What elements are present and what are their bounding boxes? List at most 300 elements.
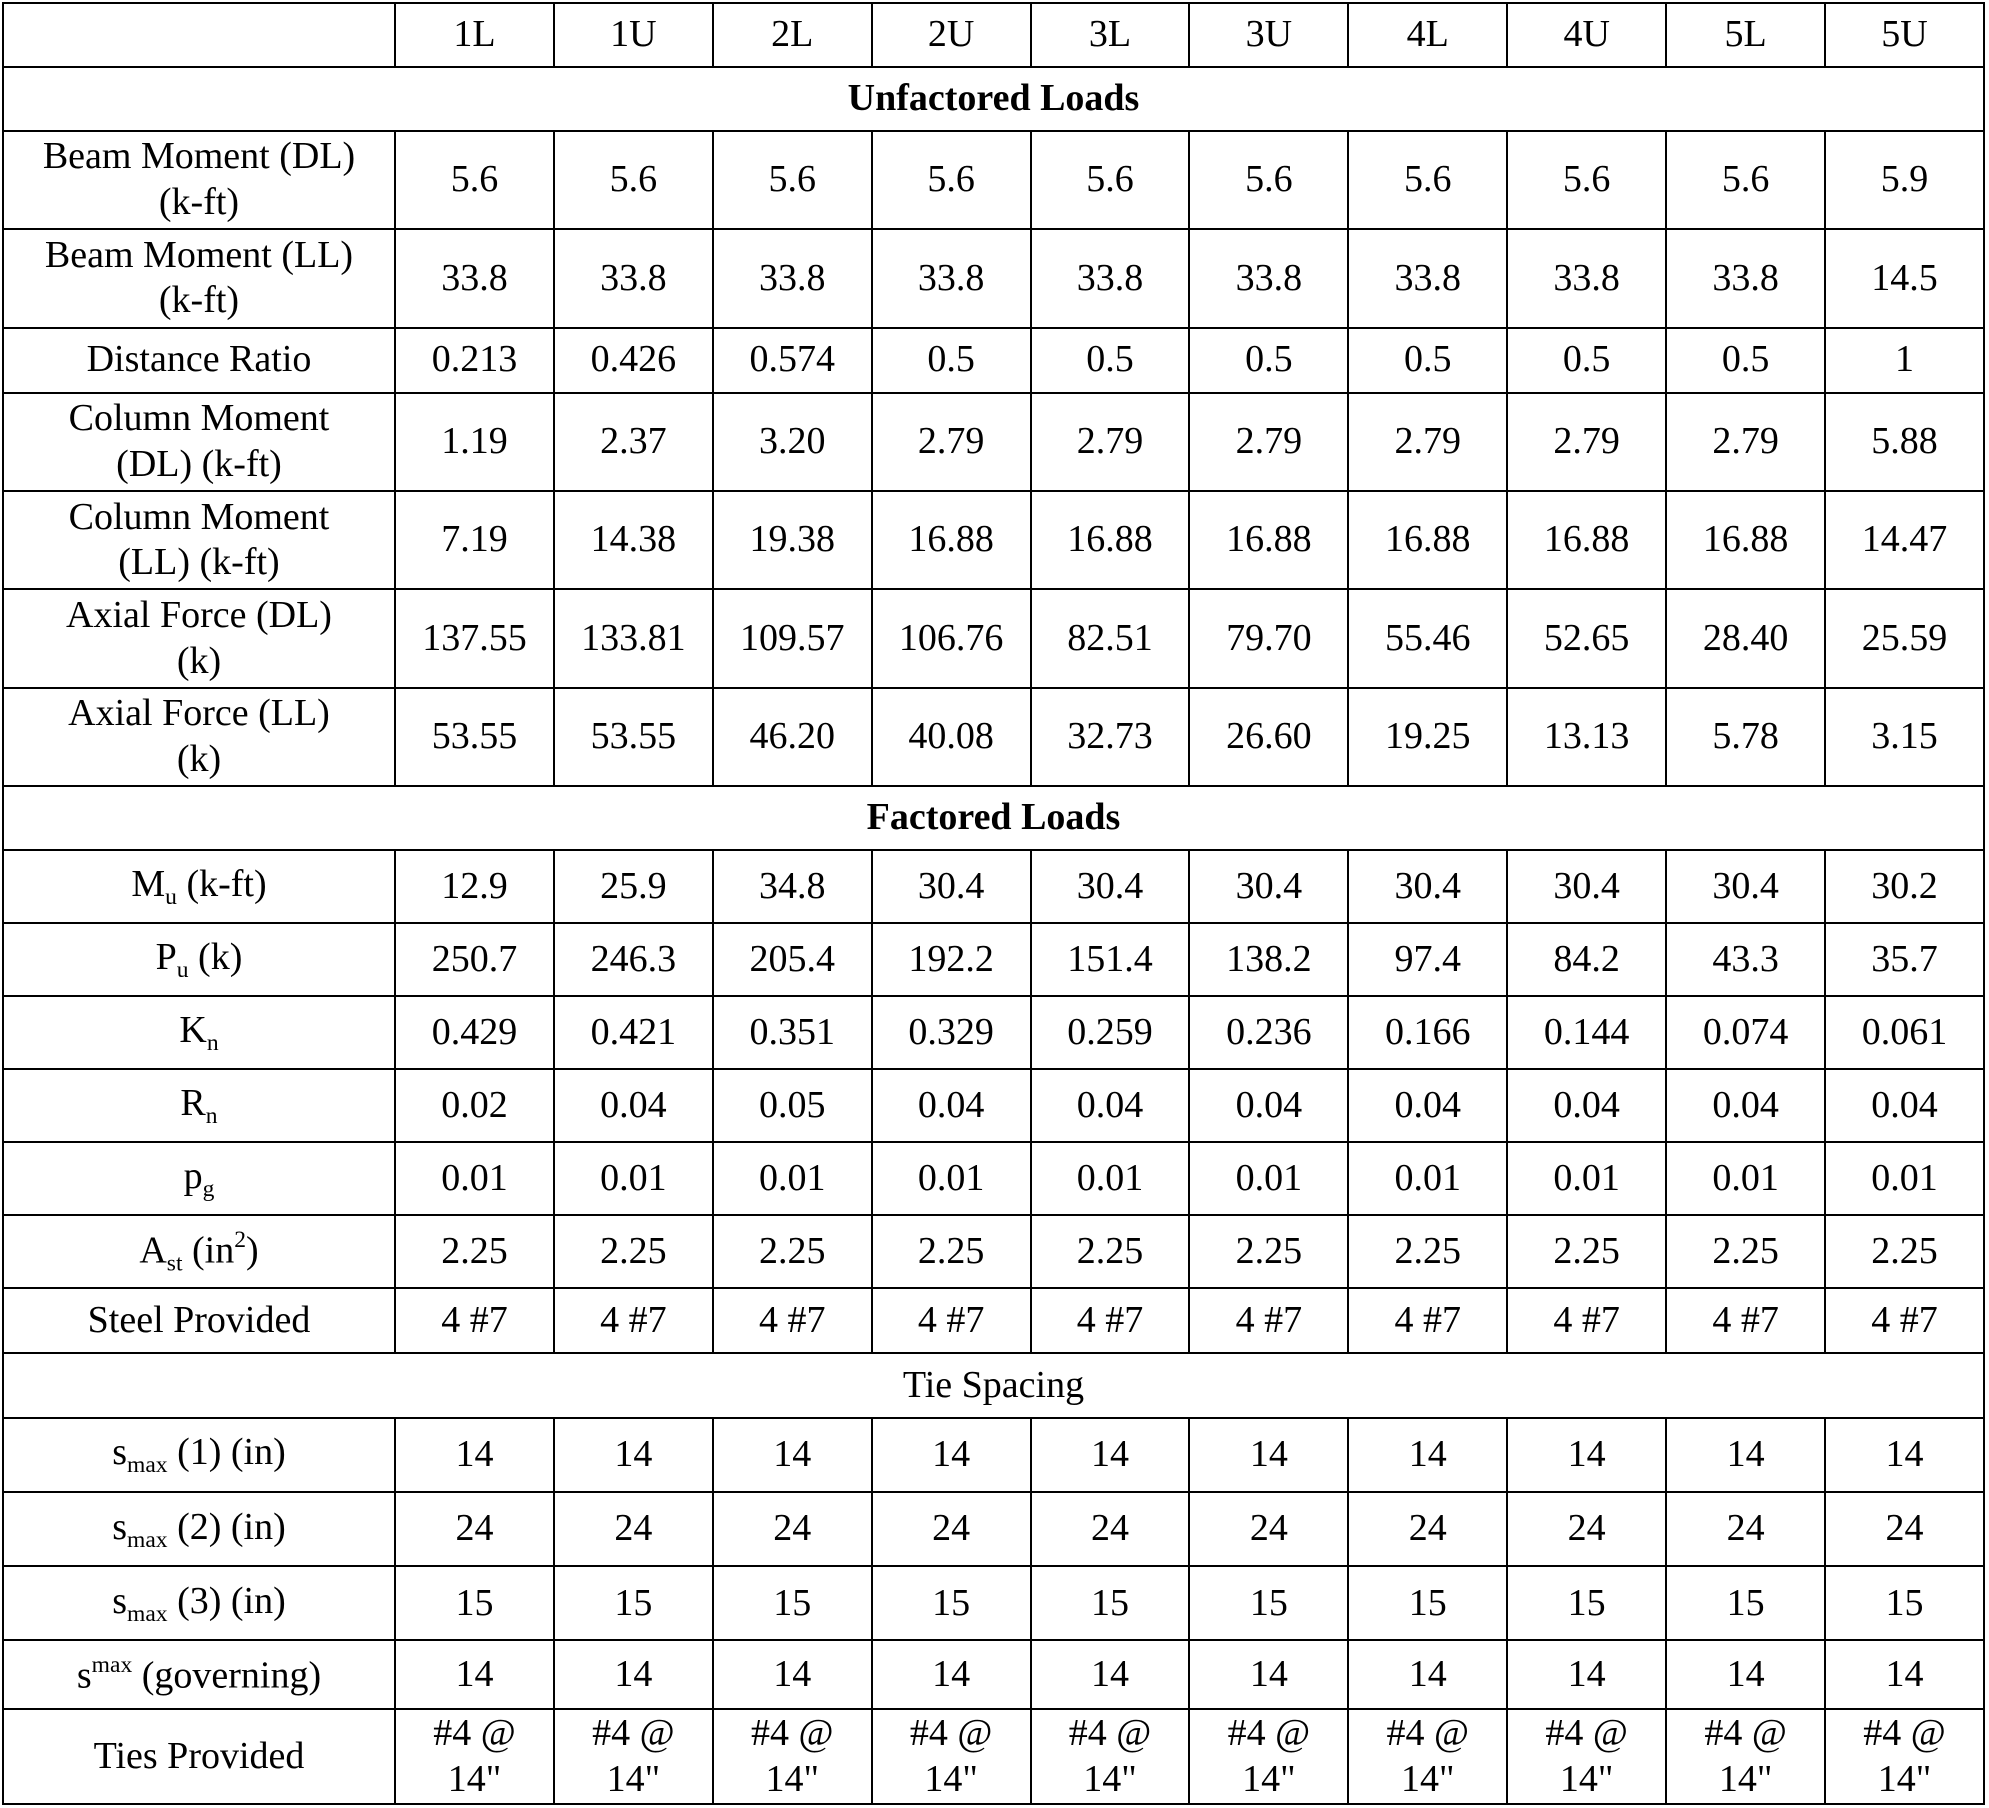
- table-cell: 4 #7: [1189, 1288, 1348, 1353]
- table-cell: 15: [554, 1566, 713, 1640]
- table-row: [3, 1142, 1984, 1215]
- row-label: [3, 328, 395, 393]
- tie-line2: 14": [1559, 1757, 1614, 1800]
- table-cell: 15: [1348, 1566, 1507, 1640]
- row-label: [3, 1566, 395, 1640]
- table-cell: [1031, 1709, 1190, 1804]
- row-label-line1: Beam Moment (LL): [44, 233, 354, 276]
- table-cell: 28.40: [1666, 589, 1825, 687]
- table-cell: 4 #7: [1507, 1288, 1666, 1353]
- table-cell: 14: [395, 1418, 554, 1492]
- table-cell: 16.88: [1189, 491, 1348, 589]
- table-cell: 109.57: [713, 589, 872, 687]
- table-cell: 53.55: [554, 688, 713, 786]
- table-cell: 84.2: [1507, 923, 1666, 996]
- label-units: ): [246, 1229, 259, 1272]
- table-cell: 0.01: [1031, 1142, 1190, 1215]
- tie-line2: 14": [1242, 1757, 1296, 1800]
- row-label-line1: Axial Force (DL): [66, 593, 332, 636]
- table-cell: 0.04: [1666, 1069, 1825, 1142]
- table-cell: 15: [395, 1566, 554, 1640]
- table-cell: 24: [1189, 1492, 1348, 1566]
- table-cell: 2.79: [1507, 393, 1666, 491]
- table-cell: 14.47: [1825, 491, 1984, 589]
- table-cell: 138.2: [1189, 923, 1348, 996]
- column-header: 4U: [1507, 3, 1666, 67]
- label-subscript: g: [202, 1176, 215, 1203]
- label-subscript: max: [127, 1526, 168, 1553]
- table-row: [3, 996, 1984, 1069]
- table-row: [3, 328, 1984, 393]
- table-cell: 0.259: [1031, 996, 1190, 1069]
- table-cell: 250.7: [395, 923, 554, 996]
- table-cell: 14: [872, 1418, 1031, 1492]
- table-cell: 0.04: [1031, 1069, 1190, 1142]
- label-subscript: n: [205, 1103, 218, 1130]
- table-cell: 34.8: [713, 850, 872, 923]
- table-cell: 16.88: [872, 491, 1031, 589]
- table-cell: 5.6: [713, 131, 872, 229]
- row-label: [3, 850, 395, 923]
- table-cell: 30.4: [872, 850, 1031, 923]
- table-cell: 15: [1189, 1566, 1348, 1640]
- table-cell: 30.4: [1507, 850, 1666, 923]
- table-cell: 40.08: [872, 688, 1031, 786]
- table-cell: 0.04: [1348, 1069, 1507, 1142]
- column-header: 5L: [1666, 3, 1825, 67]
- row-label-line1: Column Moment: [68, 397, 330, 440]
- tie-line2: 14": [1401, 1757, 1455, 1800]
- table-cell: 33.8: [1666, 229, 1825, 327]
- table-cell: 0.01: [554, 1142, 713, 1215]
- table-row: [3, 850, 1984, 923]
- table-cell: 15: [1666, 1566, 1825, 1640]
- row-label: [3, 229, 395, 327]
- table-cell: 0.061: [1825, 996, 1984, 1069]
- column-header: 4L: [1348, 3, 1507, 67]
- column-header: 2L: [713, 3, 872, 67]
- label-symbol: R: [180, 1081, 206, 1124]
- section-title: Factored Loads: [3, 786, 1984, 850]
- table-cell: 43.3: [1666, 923, 1825, 996]
- table-cell: [713, 1709, 872, 1804]
- table-cell: 2.79: [1666, 393, 1825, 491]
- label-units: (in: [182, 1229, 235, 1272]
- table-cell: 14: [1666, 1640, 1825, 1709]
- column-header: 1L: [395, 3, 554, 67]
- table-cell: 14: [395, 1640, 554, 1709]
- label-symbol: K: [179, 1008, 207, 1051]
- corner-cell: [3, 3, 395, 67]
- tie-line2: 14": [765, 1757, 819, 1800]
- table-cell: 2.79: [1189, 393, 1348, 491]
- row-label: [3, 1215, 395, 1288]
- tie-line2: 14": [1718, 1757, 1773, 1800]
- table-cell: 24: [1031, 1492, 1190, 1566]
- table-cell: 14: [1825, 1418, 1984, 1492]
- table-cell: 2.79: [1348, 393, 1507, 491]
- table-cell: 33.8: [872, 229, 1031, 327]
- table-cell: 14: [1348, 1418, 1507, 1492]
- label-units: (3) (in): [167, 1579, 286, 1622]
- table-cell: 0.236: [1189, 996, 1348, 1069]
- tie-line2: 14": [924, 1757, 978, 1800]
- label-symbol: s: [112, 1579, 128, 1622]
- table-cell: 0.5: [1031, 328, 1190, 393]
- table-cell: 33.8: [1031, 229, 1190, 327]
- table-cell: 151.4: [1031, 923, 1190, 996]
- table-cell: 4 #7: [872, 1288, 1031, 1353]
- section-title: Unfactored Loads: [3, 67, 1984, 131]
- table-cell: [872, 1709, 1031, 1804]
- table-cell: 2.25: [1666, 1215, 1825, 1288]
- table-cell: 14: [1189, 1418, 1348, 1492]
- row-label: [3, 393, 395, 491]
- table-cell: 0.5: [1666, 328, 1825, 393]
- table-cell: 2.25: [872, 1215, 1031, 1288]
- table-cell: [554, 1709, 713, 1804]
- row-label: [3, 491, 395, 589]
- table-cell: 14: [1031, 1418, 1190, 1492]
- table-cell: 0.01: [872, 1142, 1031, 1215]
- table-cell: 24: [395, 1492, 554, 1566]
- table-cell: 2.25: [1825, 1215, 1984, 1288]
- table-cell: 4 #7: [554, 1288, 713, 1353]
- table-cell: 33.8: [1507, 229, 1666, 327]
- label-superscript: 2: [234, 1226, 246, 1253]
- tie-line2: 14": [447, 1757, 502, 1800]
- label-units: (1) (in): [167, 1431, 286, 1474]
- header-row: [3, 3, 1984, 67]
- table-cell: 14: [554, 1640, 713, 1709]
- table-cell: 5.6: [1031, 131, 1190, 229]
- tie-line1: #4 @: [592, 1712, 675, 1755]
- tie-line1: #4 @: [909, 1712, 993, 1755]
- table-row: [3, 688, 1984, 786]
- table-cell: 106.76: [872, 589, 1031, 687]
- table-cell: 4 #7: [395, 1288, 554, 1353]
- table-cell: 0.01: [1189, 1142, 1348, 1215]
- tie-line2: 14": [1083, 1757, 1137, 1800]
- table-cell: 33.8: [554, 229, 713, 327]
- tie-line1: #4 @: [1863, 1712, 1946, 1755]
- row-label: [3, 1640, 395, 1709]
- table-cell: 133.81: [554, 589, 713, 687]
- table-cell: 0.329: [872, 996, 1031, 1069]
- label-subscript: max: [127, 1452, 168, 1479]
- table-cell: 0.01: [1666, 1142, 1825, 1215]
- table-cell: 5.6: [1348, 131, 1507, 229]
- row-label: [3, 1069, 395, 1142]
- row-label: [3, 1418, 395, 1492]
- tie-line1: #4 @: [1068, 1712, 1152, 1755]
- row-label-line1: Beam Moment (DL): [42, 135, 356, 178]
- table-cell: 14: [554, 1418, 713, 1492]
- tie-line1: #4 @: [1545, 1712, 1628, 1755]
- section-row: [3, 786, 1984, 850]
- column-header: 5U: [1825, 3, 1984, 67]
- table-cell: 33.8: [395, 229, 554, 327]
- table-row: [3, 1640, 1984, 1709]
- table-cell: 15: [1825, 1566, 1984, 1640]
- table-row: [3, 923, 1984, 996]
- column-header: 3U: [1189, 3, 1348, 67]
- table-row: [3, 1288, 1984, 1353]
- section-title: Tie Spacing: [3, 1353, 1984, 1418]
- table-cell: 2.25: [1348, 1215, 1507, 1288]
- label-units: (governing): [132, 1654, 322, 1697]
- table-cell: 7.19: [395, 491, 554, 589]
- table-cell: 33.8: [713, 229, 872, 327]
- row-label: [3, 589, 395, 687]
- table-cell: 2.79: [872, 393, 1031, 491]
- table-cell: 0.074: [1666, 996, 1825, 1069]
- table-cell: 46.20: [713, 688, 872, 786]
- table-cell: 14: [1666, 1418, 1825, 1492]
- table-cell: 33.8: [1348, 229, 1507, 327]
- table-cell: 4 #7: [1825, 1288, 1984, 1353]
- table-cell: 30.2: [1825, 850, 1984, 923]
- table-cell: 79.70: [1189, 589, 1348, 687]
- table-cell: 1: [1825, 328, 1984, 393]
- label-units: (2) (in): [167, 1505, 286, 1548]
- table-cell: 2.25: [554, 1215, 713, 1288]
- table-cell: 14: [1348, 1640, 1507, 1709]
- table-cell: 2.25: [713, 1215, 872, 1288]
- row-label-line2: (k): [176, 639, 222, 682]
- table-cell: 0.421: [554, 996, 713, 1069]
- row-label-line2: (k): [176, 737, 222, 780]
- table-cell: 16.88: [1348, 491, 1507, 589]
- tie-line1: #4 @: [433, 1712, 516, 1755]
- table-cell: 55.46: [1348, 589, 1507, 687]
- label-superscript: max: [91, 1651, 133, 1678]
- table-cell: 4 #7: [1031, 1288, 1190, 1353]
- table-cell: [1666, 1709, 1825, 1804]
- tie-line1: #4 @: [750, 1712, 834, 1755]
- column-header: 2U: [872, 3, 1031, 67]
- table-cell: 35.7: [1825, 923, 1984, 996]
- table-cell: 205.4: [713, 923, 872, 996]
- row-label: Ties Provided: [3, 1709, 395, 1804]
- label-symbol: s: [76, 1654, 92, 1697]
- tie-line2: 14": [606, 1757, 661, 1800]
- table-row: [3, 1418, 1984, 1492]
- table-cell: 14: [1507, 1418, 1666, 1492]
- table-cell: 24: [1507, 1492, 1666, 1566]
- table-cell: 14: [1507, 1640, 1666, 1709]
- table-cell: 24: [1666, 1492, 1825, 1566]
- table-cell: 0.04: [1189, 1069, 1348, 1142]
- table-cell: 0.01: [1825, 1142, 1984, 1215]
- row-label-line1: Distance Ratio: [86, 338, 312, 381]
- table-cell: 0.01: [1348, 1142, 1507, 1215]
- table-cell: 53.55: [395, 688, 554, 786]
- label-units: (k): [188, 935, 243, 978]
- table-row: [3, 1492, 1984, 1566]
- label-symbol: Steel Provided: [87, 1299, 311, 1342]
- table-cell: 14: [872, 1640, 1031, 1709]
- table-cell: 19.25: [1348, 688, 1507, 786]
- table-cell: 0.01: [713, 1142, 872, 1215]
- label-subscript: st: [166, 1250, 183, 1277]
- table-cell: 0.04: [872, 1069, 1031, 1142]
- label-symbol: p: [183, 1155, 203, 1198]
- table-cell: 192.2: [872, 923, 1031, 996]
- table-cell: 24: [713, 1492, 872, 1566]
- table-cell: 32.73: [1031, 688, 1190, 786]
- tie-line1: #4 @: [1227, 1712, 1311, 1755]
- row-label: [3, 923, 395, 996]
- row-label: [3, 131, 395, 229]
- table-cell: 30.4: [1031, 850, 1190, 923]
- table-cell: 0.5: [1348, 328, 1507, 393]
- column-header: 3L: [1031, 3, 1190, 67]
- table-cell: 0.5: [872, 328, 1031, 393]
- table-cell: 5.6: [395, 131, 554, 229]
- table-cell: 24: [1825, 1492, 1984, 1566]
- table-cell: 0.01: [1507, 1142, 1666, 1215]
- table-cell: 137.55: [395, 589, 554, 687]
- tie-line2: 14": [1877, 1757, 1932, 1800]
- table-cell: 0.144: [1507, 996, 1666, 1069]
- table-cell: 24: [872, 1492, 1031, 1566]
- row-label-line2: (k-ft): [158, 181, 240, 224]
- table-cell: 15: [872, 1566, 1031, 1640]
- row-label: [3, 688, 395, 786]
- label-units: (k-ft): [176, 862, 267, 905]
- table-cell: [1189, 1709, 1348, 1804]
- table-cell: 15: [1507, 1566, 1666, 1640]
- table-cell: 15: [713, 1566, 872, 1640]
- column-header: 1U: [554, 3, 713, 67]
- table-row: [3, 131, 1984, 229]
- table-cell: 30.4: [1189, 850, 1348, 923]
- row-label: [3, 1142, 395, 1215]
- tie-design-table: [2, 2, 1985, 1805]
- table-cell: 4 #7: [713, 1288, 872, 1353]
- table-cell: 97.4: [1348, 923, 1507, 996]
- table-cell: 0.04: [1825, 1069, 1984, 1142]
- table-cell: 14: [1031, 1640, 1190, 1709]
- table-cell: 5.88: [1825, 393, 1984, 491]
- table-cell: 82.51: [1031, 589, 1190, 687]
- table-cell: 0.5: [1507, 328, 1666, 393]
- table-cell: 2.25: [1031, 1215, 1190, 1288]
- table-cell: 2.25: [1507, 1215, 1666, 1288]
- table-cell: 16.88: [1666, 491, 1825, 589]
- label-symbol: s: [112, 1431, 128, 1474]
- table-cell: 30.4: [1666, 850, 1825, 923]
- table-cell: 0.5: [1189, 328, 1348, 393]
- table-cell: [1507, 1709, 1666, 1804]
- table-cell: 4 #7: [1348, 1288, 1507, 1353]
- table-cell: 33.8: [1189, 229, 1348, 327]
- table-row: [3, 229, 1984, 327]
- table-cell: 52.65: [1507, 589, 1666, 687]
- table-row: [3, 1069, 1984, 1142]
- table-cell: 16.88: [1031, 491, 1190, 589]
- table-cell: 0.574: [713, 328, 872, 393]
- table-cell: 0.351: [713, 996, 872, 1069]
- label-symbol: P: [155, 935, 177, 978]
- table-cell: 5.6: [1666, 131, 1825, 229]
- table-cell: 14.38: [554, 491, 713, 589]
- table-cell: 24: [554, 1492, 713, 1566]
- label-subscript: u: [165, 884, 177, 911]
- table-cell: 12.9: [395, 850, 554, 923]
- table-cell: 3.15: [1825, 688, 1984, 786]
- ties-provided-row: [3, 1709, 1984, 1804]
- section-row: [3, 1353, 1984, 1418]
- label-subscript: max: [127, 1600, 168, 1627]
- row-label-line2: (k-ft): [158, 279, 240, 322]
- table-cell: 246.3: [554, 923, 713, 996]
- table-cell: 0.429: [395, 996, 554, 1069]
- table-cell: 1.19: [395, 393, 554, 491]
- table-cell: 14: [1189, 1640, 1348, 1709]
- table-cell: 25.9: [554, 850, 713, 923]
- table-cell: 4 #7: [1666, 1288, 1825, 1353]
- row-label-line1: Column Moment: [68, 495, 330, 538]
- row-label: [3, 1288, 395, 1353]
- table-cell: 0.166: [1348, 996, 1507, 1069]
- table-row: [3, 1566, 1984, 1640]
- table-cell: 5.6: [1189, 131, 1348, 229]
- table-cell: 5.6: [1507, 131, 1666, 229]
- table-cell: 5.78: [1666, 688, 1825, 786]
- section-row: [3, 67, 1984, 131]
- table-cell: 3.20: [713, 393, 872, 491]
- table-cell: 2.25: [1189, 1215, 1348, 1288]
- table-cell: 0.426: [554, 328, 713, 393]
- table-cell: 5.9: [1825, 131, 1984, 229]
- label-symbol: A: [139, 1229, 167, 1272]
- table-cell: 0.04: [1507, 1069, 1666, 1142]
- table-cell: 24: [1348, 1492, 1507, 1566]
- table-row: [3, 1215, 1984, 1288]
- table-cell: 14: [713, 1640, 872, 1709]
- table-cell: 2.37: [554, 393, 713, 491]
- table-row: [3, 393, 1984, 491]
- label-subscript: u: [176, 957, 189, 984]
- table-cell: 15: [1031, 1566, 1190, 1640]
- table-cell: 5.6: [872, 131, 1031, 229]
- row-label: [3, 1492, 395, 1566]
- label-symbol: s: [112, 1505, 128, 1548]
- table-cell: 0.02: [395, 1069, 554, 1142]
- table-cell: [1825, 1709, 1984, 1804]
- table-cell: 0.04: [554, 1069, 713, 1142]
- table-cell: 2.25: [395, 1215, 554, 1288]
- table-cell: 13.13: [1507, 688, 1666, 786]
- table-cell: 19.38: [713, 491, 872, 589]
- tie-line1: #4 @: [1704, 1712, 1787, 1755]
- table-cell: 2.79: [1031, 393, 1190, 491]
- table-cell: 14.5: [1825, 229, 1984, 327]
- table-cell: 26.60: [1189, 688, 1348, 786]
- table-row: [3, 491, 1984, 589]
- row-label-line2: (LL) (k-ft): [118, 541, 280, 584]
- label-subscript: n: [206, 1030, 219, 1057]
- table-cell: [1348, 1709, 1507, 1804]
- table-cell: [395, 1709, 554, 1804]
- table-cell: 25.59: [1825, 589, 1984, 687]
- tie-line1: #4 @: [1386, 1712, 1470, 1755]
- table-row: [3, 589, 1984, 687]
- table-cell: 30.4: [1348, 850, 1507, 923]
- table-cell: 16.88: [1507, 491, 1666, 589]
